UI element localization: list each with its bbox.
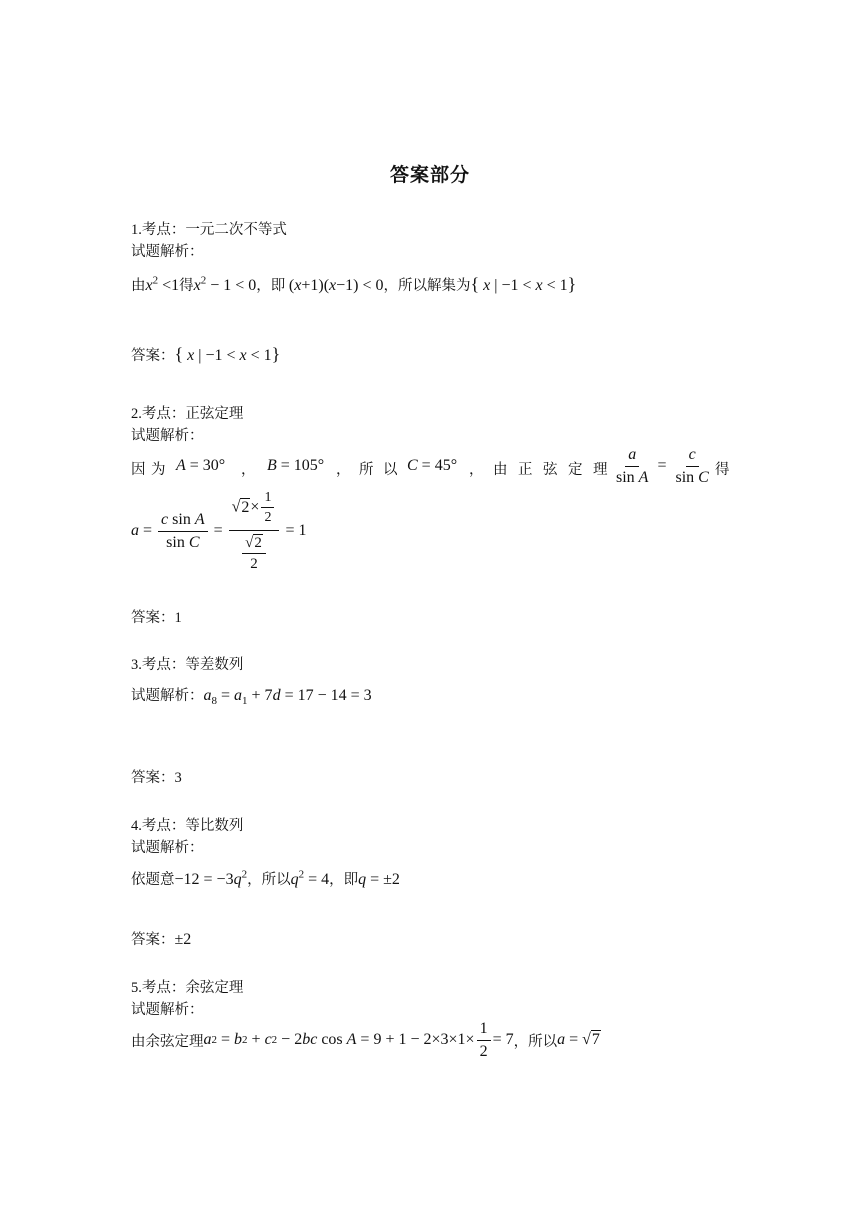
q2-analysis-label: 试题解析：: [131, 428, 204, 444]
q3-heading: 3.考点：等差数列: [131, 657, 244, 673]
q5-analysis-label: 试题解析：: [131, 1002, 204, 1018]
q5-solution-line: 由余弦定理 a 2 = b 2 + c 2 − 2 bc cos A = 9 + 1 − 2×3×1× $\frac{1}{2}$ = 7 ，所以 a = √7: [131, 1020, 600, 1060]
q1-answer: 答案：{ x | −1 < x < 1}: [131, 344, 281, 364]
q1-solution-line: 由$x^2 <1$得$x^2 - 1 < 0$，即 (x+1)(x−1) < 0，所以解集为{ x | −1 < x < 1}: [131, 274, 577, 294]
q1-analysis-label: 试题解析：: [131, 244, 204, 260]
q3-answer: 答案：3: [131, 770, 182, 786]
q2-heading: 2.考点：正弦定理: [131, 406, 244, 422]
q3-solution-line: 试题解析：$a_8 = a_1 + 7d = 17 - 14 = 3$: [131, 687, 372, 708]
q4-analysis-label: 试题解析：: [131, 840, 204, 856]
q1-heading: 1.考点：一元二次不等式: [131, 222, 287, 238]
page-title: 答案部分: [389, 164, 470, 186]
q4-heading: 4.考点：等比数列: [131, 818, 244, 834]
q4-solution-line: 依题意$-12 = -3q^2$，所以$q^2 = 4$，即q = ±2: [131, 868, 400, 888]
q2-answer: 答案：1: [131, 610, 182, 626]
q5-heading: 5.考点：余弦定理: [131, 980, 244, 996]
q4-answer: 答案：±2: [131, 931, 192, 948]
q2-solution-formula: a = $\frac{\text{c sin A}}{\text{sin C}}$ = √2× $\frac{1}{2}$ $\frac{√2}{2}$ = 1: [131, 490, 307, 573]
